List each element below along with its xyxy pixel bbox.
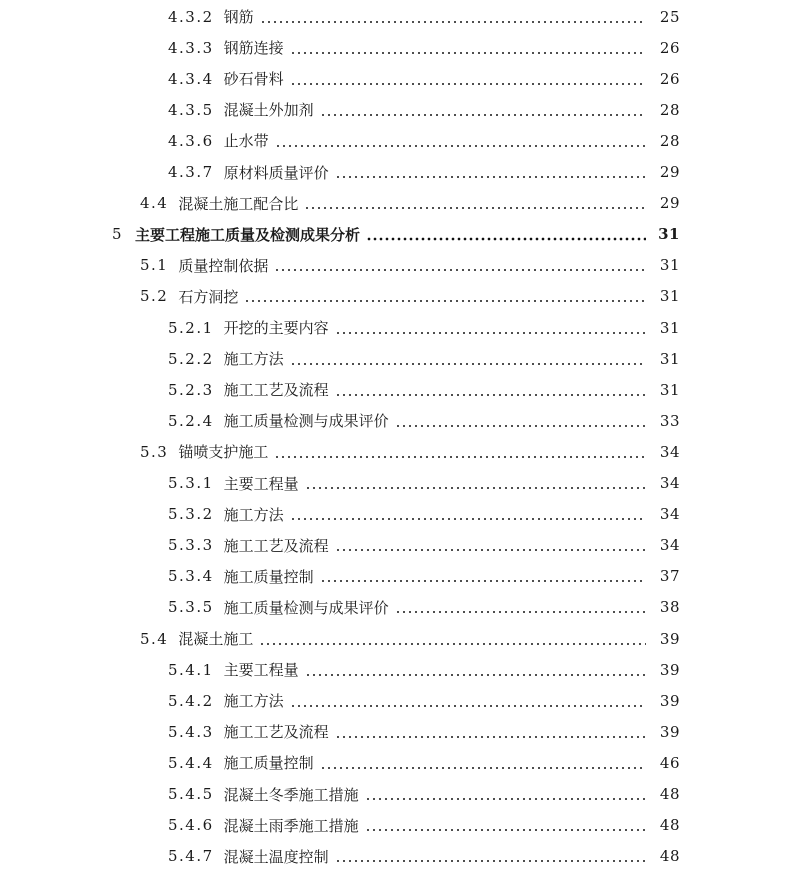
toc-entry-title: 混凝土施工配合比 (178, 194, 299, 213)
toc-dot-leader (335, 848, 646, 864)
toc-entry-page: 31 (659, 349, 680, 368)
toc-entry-number: 5.3 (140, 442, 169, 461)
toc-entry-number: 5.4.6 (168, 816, 214, 835)
toc-entry-number: 4.3.7 (168, 163, 214, 181)
toc-entry[interactable] (0, 779, 794, 810)
toc-entry-title: 原材料质量评价 (223, 163, 329, 182)
toc-entry[interactable] (0, 374, 794, 405)
toc-entry-title: 主要工程施工质量及检测成果分析 (135, 225, 361, 244)
toc-entry-number: 5.4 (140, 629, 169, 648)
toc-entry-title: 混凝土温度控制 (223, 847, 329, 866)
toc-entry-page: 26 (659, 69, 680, 88)
toc-entry-page: 38 (659, 598, 680, 617)
toc-entry-title: 施工方法 (223, 692, 284, 711)
toc-entry-number: 5.3.5 (168, 598, 214, 617)
toc-entry[interactable] (0, 405, 794, 436)
toc-entry-title: 主要工程量 (223, 474, 299, 493)
toc-entry-title: 主要工程量 (223, 661, 299, 680)
toc-entry-number: 4.3.3 (168, 38, 214, 57)
toc-dot-leader (320, 755, 646, 771)
toc-entry-number: 5.4.2 (168, 691, 214, 710)
toc-entry-number: 5 (112, 225, 124, 244)
toc-entry-title: 施工质量检测与成果评价 (223, 412, 389, 431)
toc-dot-leader (335, 320, 646, 336)
toc-dot-leader (274, 444, 646, 460)
toc-dot-leader (290, 40, 646, 56)
toc-entry-number: 5.4.4 (168, 753, 214, 772)
toc-entry-page: 25 (659, 7, 680, 26)
toc-entry[interactable] (0, 312, 794, 343)
toc-entry-title: 开挖的主要内容 (223, 319, 329, 337)
toc-entry-page: 46 (659, 753, 680, 772)
toc-entry[interactable] (0, 499, 794, 530)
toc-dot-leader (305, 662, 646, 678)
toc-dot-leader (335, 164, 646, 180)
toc-entry-page: 39 (659, 629, 680, 648)
toc-dot-leader (275, 133, 646, 149)
toc-entry[interactable] (0, 281, 794, 312)
toc-entry-page: 39 (659, 691, 680, 710)
toc-entry-title: 质量控制依据 (178, 256, 269, 275)
toc-entry[interactable] (0, 1, 794, 32)
toc-entry-title: 施工工艺及流程 (223, 381, 329, 400)
toc-entry-page: 39 (659, 722, 680, 741)
toc-entry-page: 26 (659, 38, 680, 57)
toc-dot-leader (244, 288, 646, 304)
toc-dot-leader (259, 631, 646, 647)
toc-entry-page: 48 (659, 785, 680, 803)
toc-entry-page: 31 (659, 318, 680, 337)
toc-dot-leader (365, 786, 646, 802)
toc-entry-title: 施工质量检测与成果评价 (223, 598, 389, 617)
toc-entry-title: 混凝土冬季施工措施 (223, 785, 359, 804)
toc-entry-title: 施工工艺及流程 (223, 723, 329, 742)
toc-entry-page: 34 (659, 536, 680, 555)
toc-entry-page: 48 (659, 847, 680, 866)
toc-entry[interactable] (0, 623, 794, 654)
toc-entry[interactable] (0, 250, 794, 281)
toc-dot-leader (366, 226, 646, 242)
toc-entry-number: 4.3.5 (168, 100, 214, 119)
toc-entry-title: 锚喷支护施工 (178, 443, 269, 462)
toc-entry[interactable] (0, 592, 794, 623)
toc-entry-number: 5.2.2 (168, 349, 214, 368)
toc-entry-page: 48 (659, 816, 680, 835)
toc-entry-page: 31 (659, 380, 680, 399)
toc-entry-number: 5.3.4 (168, 567, 214, 586)
toc-entry-number: 5.4.7 (168, 847, 214, 866)
toc-entry[interactable] (0, 468, 794, 499)
toc-entry[interactable] (0, 125, 794, 156)
toc-entry-number: 4.3.2 (168, 7, 214, 26)
toc-entry-page: 29 (659, 194, 680, 213)
toc-dot-leader (395, 599, 646, 615)
toc-entry-number: 5.1 (140, 256, 169, 275)
toc-dot-leader (260, 9, 646, 25)
toc-dot-leader (290, 351, 646, 367)
toc-entry-number: 5.4.1 (168, 660, 214, 679)
toc-entry-number: 5.2 (140, 287, 169, 306)
toc-entry-title: 混凝土施工 (178, 630, 254, 648)
toc-entry[interactable] (0, 157, 794, 188)
toc-entry-title: 施工方法 (223, 505, 284, 524)
toc-entry-title: 施工方法 (223, 350, 284, 369)
toc-entry[interactable] (0, 63, 794, 94)
toc-dot-leader (335, 724, 646, 740)
toc-entry[interactable] (0, 654, 794, 685)
toc-entry-number: 5.3.1 (168, 474, 214, 492)
toc-dot-leader (290, 506, 646, 522)
toc-entry-page: 31 (659, 287, 680, 306)
toc-entry[interactable] (0, 32, 794, 63)
toc-entry-page: 34 (659, 474, 680, 492)
toc-dot-leader (335, 537, 646, 553)
toc-entry[interactable] (0, 747, 794, 778)
toc-entry-number: 5.2.1 (168, 318, 214, 337)
toc-entry-title: 混凝土雨季施工措施 (223, 816, 359, 835)
toc-entry-page: 34 (659, 442, 680, 461)
toc-dot-leader (290, 693, 646, 709)
toc-dot-leader (395, 413, 646, 429)
toc-entry[interactable] (0, 530, 794, 561)
toc-entry[interactable] (0, 94, 794, 125)
toc-entry[interactable] (0, 685, 794, 716)
toc-entry-title: 施工质量控制 (223, 754, 314, 773)
toc-entry-title: 混凝土外加剂 (223, 101, 314, 120)
toc-entry-number: 4.4 (140, 194, 169, 213)
toc-entry-number: 5.3.3 (168, 536, 214, 555)
toc-entry[interactable] (0, 188, 794, 219)
toc-entry-number: 4.3.4 (168, 69, 214, 88)
toc-entry-page: 28 (659, 131, 680, 150)
toc-entry[interactable] (0, 436, 794, 467)
toc-entry-page: 31 (658, 225, 680, 244)
toc-entry[interactable] (0, 716, 794, 747)
toc-entry[interactable] (0, 810, 794, 841)
toc-entry-page: 39 (659, 660, 680, 679)
toc-entry-page: 31 (659, 256, 680, 275)
toc-dot-leader (274, 257, 646, 273)
toc-entry-title: 施工工艺及流程 (223, 536, 329, 555)
toc-entry[interactable] (0, 343, 794, 374)
toc-entry-page: 34 (659, 505, 680, 524)
toc-entry-title: 钢筋连接 (223, 39, 284, 58)
toc-entry-title: 施工质量控制 (223, 567, 314, 586)
toc-entry-title: 砂石骨料 (223, 70, 284, 89)
toc-entry[interactable] (0, 841, 794, 872)
toc-entry[interactable] (0, 561, 794, 592)
toc-dot-leader (305, 475, 646, 491)
toc-dot-leader (320, 568, 646, 584)
toc-entry-number: 5.2.3 (168, 380, 214, 399)
toc-entry-number: 4.3.6 (168, 131, 214, 150)
toc-entry-title: 止水带 (223, 132, 269, 151)
toc-entry-page: 29 (659, 163, 680, 181)
toc-dot-leader (320, 102, 646, 118)
toc-entry-title: 石方洞挖 (178, 287, 239, 306)
toc-entry-number: 5.3.2 (168, 505, 214, 524)
toc-entry-number: 5.2.4 (168, 411, 214, 430)
toc-entry[interactable] (0, 219, 794, 250)
toc-dot-leader (290, 71, 646, 87)
toc-dot-leader (304, 195, 646, 211)
toc-dot-leader (335, 382, 646, 398)
toc-entry-page: 33 (659, 411, 680, 430)
toc-dot-leader (365, 817, 646, 833)
toc-entry-title: 钢筋 (223, 8, 254, 26)
toc-entry-number: 5.4.3 (168, 722, 214, 741)
toc-entry-page: 37 (659, 567, 680, 586)
toc-entry-page: 28 (659, 100, 680, 119)
toc-entry-number: 5.4.5 (168, 785, 214, 803)
